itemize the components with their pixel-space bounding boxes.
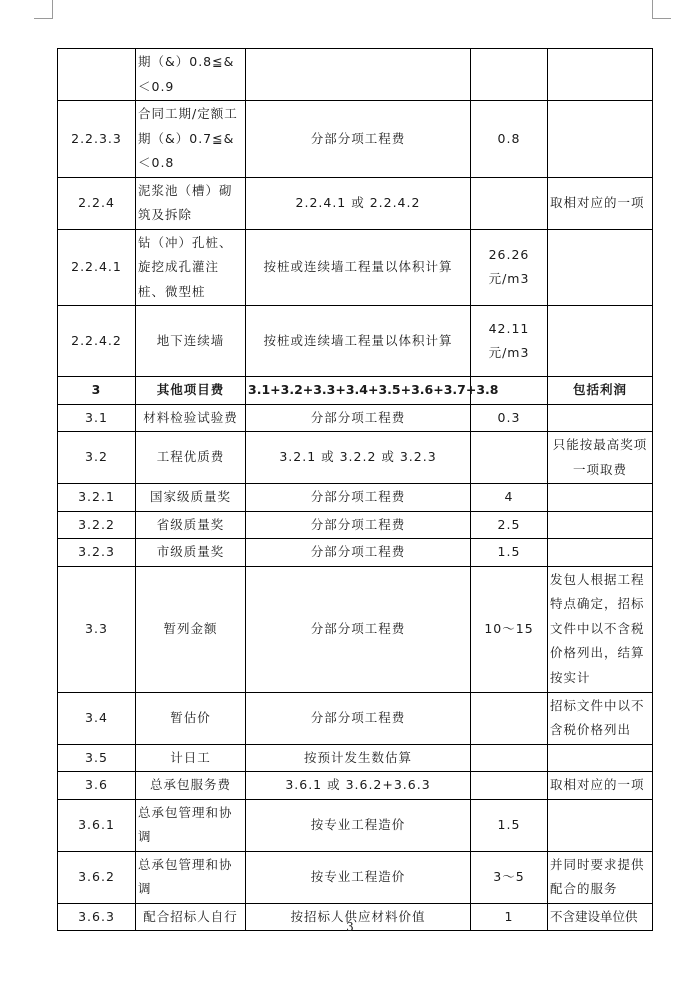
basis-cell: 按桩或连续墙工程量以体积计算 [246,306,471,377]
basis-cell: 按桩或连续墙工程量以体积计算 [246,229,471,306]
code-cell: 3.1 [58,404,136,432]
note-cell [548,49,653,101]
rate-cell: 0.8 [471,101,548,178]
item-cell: 泥浆池（槽）砌筑及拆除 [136,177,246,229]
rate-cell: 2.5 [471,511,548,539]
basis-cell: 分部分项工程费 [246,404,471,432]
rate-cell: 0.3 [471,404,548,432]
note-cell [548,484,653,512]
page-number: 3 [346,920,354,934]
note-cell: 并同时要求提供配合的服务 [548,851,653,903]
rate-cell: 26.26 元/m3 [471,229,548,306]
item-cell: 其他项目费 [136,377,246,405]
item-cell: 期（&）0.8≦&＜0.9 [136,49,246,101]
basis-cell: 3.1+3.2+3.3+3.4+3.5+3.6+3.7+3.8 [246,377,471,405]
code-cell: 3.2.1 [58,484,136,512]
crop-mark-top-left [34,0,53,19]
rate-cell: 10～15 [471,566,548,692]
table-row [58,101,653,178]
rate-cell [471,744,548,772]
table-row [58,851,653,903]
table-row [58,692,653,744]
item-cell: 市级质量奖 [136,539,246,567]
item-cell: 省级质量奖 [136,511,246,539]
note-cell: 招标文件中以不含税价格列出 [548,692,653,744]
code-cell: 3.2.3 [58,539,136,567]
rate-cell [471,49,548,101]
code-cell: 2.2.4.2 [58,306,136,377]
rate-cell [471,772,548,800]
table-row [58,377,653,405]
item-cell: 暂估价 [136,692,246,744]
basis-cell: 3.6.1 或 3.6.2+3.6.3 [246,772,471,800]
code-cell: 2.2.3.3 [58,101,136,178]
note-cell [548,744,653,772]
basis-cell: 分部分项工程费 [246,511,471,539]
item-cell: 总承包服务费 [136,772,246,800]
code-cell: 3 [58,377,136,405]
basis-cell: 分部分项工程费 [246,484,471,512]
rate-cell: 1.5 [471,799,548,851]
table-row [58,511,653,539]
note-cell [548,511,653,539]
basis-cell: 按专业工程造价 [246,799,471,851]
crop-mark-top-right [652,0,671,19]
rate-cell: 3～5 [471,851,548,903]
note-cell: 只能按最高奖项一项取费 [548,432,653,484]
table-row [58,306,653,377]
note-cell: 取相对应的一项 [548,772,653,800]
rate-cell: 1 [471,903,548,931]
basis-cell: 分部分项工程费 [246,101,471,178]
code-cell: 3.2 [58,432,136,484]
table-row [58,49,653,101]
basis-cell: 3.2.1 或 3.2.2 或 3.2.3 [246,432,471,484]
note-cell: 不含建设单位供 [548,903,653,931]
code-cell: 3.6.1 [58,799,136,851]
item-cell: 计日工 [136,744,246,772]
code-cell: 3.3 [58,566,136,692]
code-cell: 3.4 [58,692,136,744]
rate-cell [471,432,548,484]
note-cell [548,539,653,567]
table-row [58,229,653,306]
note-cell [548,229,653,306]
note-cell [548,404,653,432]
code-cell [58,49,136,101]
item-cell: 配合招标人自行 [136,903,246,931]
note-cell: 取相对应的一项 [548,177,653,229]
code-cell: 3.2.2 [58,511,136,539]
item-cell: 国家级质量奖 [136,484,246,512]
rate-cell: 1.5 [471,539,548,567]
code-cell: 3.6 [58,772,136,800]
code-cell: 3.5 [58,744,136,772]
note-cell [548,101,653,178]
basis-cell: 按预计发生数估算 [246,744,471,772]
code-cell: 2.2.4.1 [58,229,136,306]
table-row [58,484,653,512]
item-cell: 材料检验试验费 [136,404,246,432]
item-cell: 地下连续墙 [136,306,246,377]
basis-cell: 分部分项工程费 [246,692,471,744]
table-row [58,404,653,432]
basis-cell: 按专业工程造价 [246,851,471,903]
table-row [58,799,653,851]
code-cell: 3.6.3 [58,903,136,931]
note-cell: 包括利润 [548,377,653,405]
basis-cell: 按招标人供应材料价值 [246,903,471,931]
basis-cell: 分部分项工程费 [246,566,471,692]
rate-cell: 42.11 元/m3 [471,306,548,377]
basis-cell [246,49,471,101]
basis-cell: 2.2.4.1 或 2.2.4.2 [246,177,471,229]
fee-rate-table [57,48,653,931]
note-cell [548,799,653,851]
table-row [58,539,653,567]
item-cell: 合同工期/定额工期（&）0.7≦&＜0.8 [136,101,246,178]
rate-cell [471,692,548,744]
item-cell: 工程优质费 [136,432,246,484]
item-cell: 总承包管理和协调 [136,851,246,903]
table-row [58,566,653,692]
rate-cell: 4 [471,484,548,512]
item-cell: 钻（冲）孔桩、旋挖成孔灌注桩、微型桩 [136,229,246,306]
table-row [58,772,653,800]
note-cell [548,306,653,377]
item-cell: 暂列金额 [136,566,246,692]
table-row [58,177,653,229]
code-cell: 3.6.2 [58,851,136,903]
table-row [58,744,653,772]
rate-cell [471,177,548,229]
item-cell: 总承包管理和协调 [136,799,246,851]
table-row [58,432,653,484]
basis-cell: 分部分项工程费 [246,539,471,567]
note-cell: 发包人根据工程特点确定，招标文件中以不含税价格列出，结算按实计 [548,566,653,692]
code-cell: 2.2.4 [58,177,136,229]
